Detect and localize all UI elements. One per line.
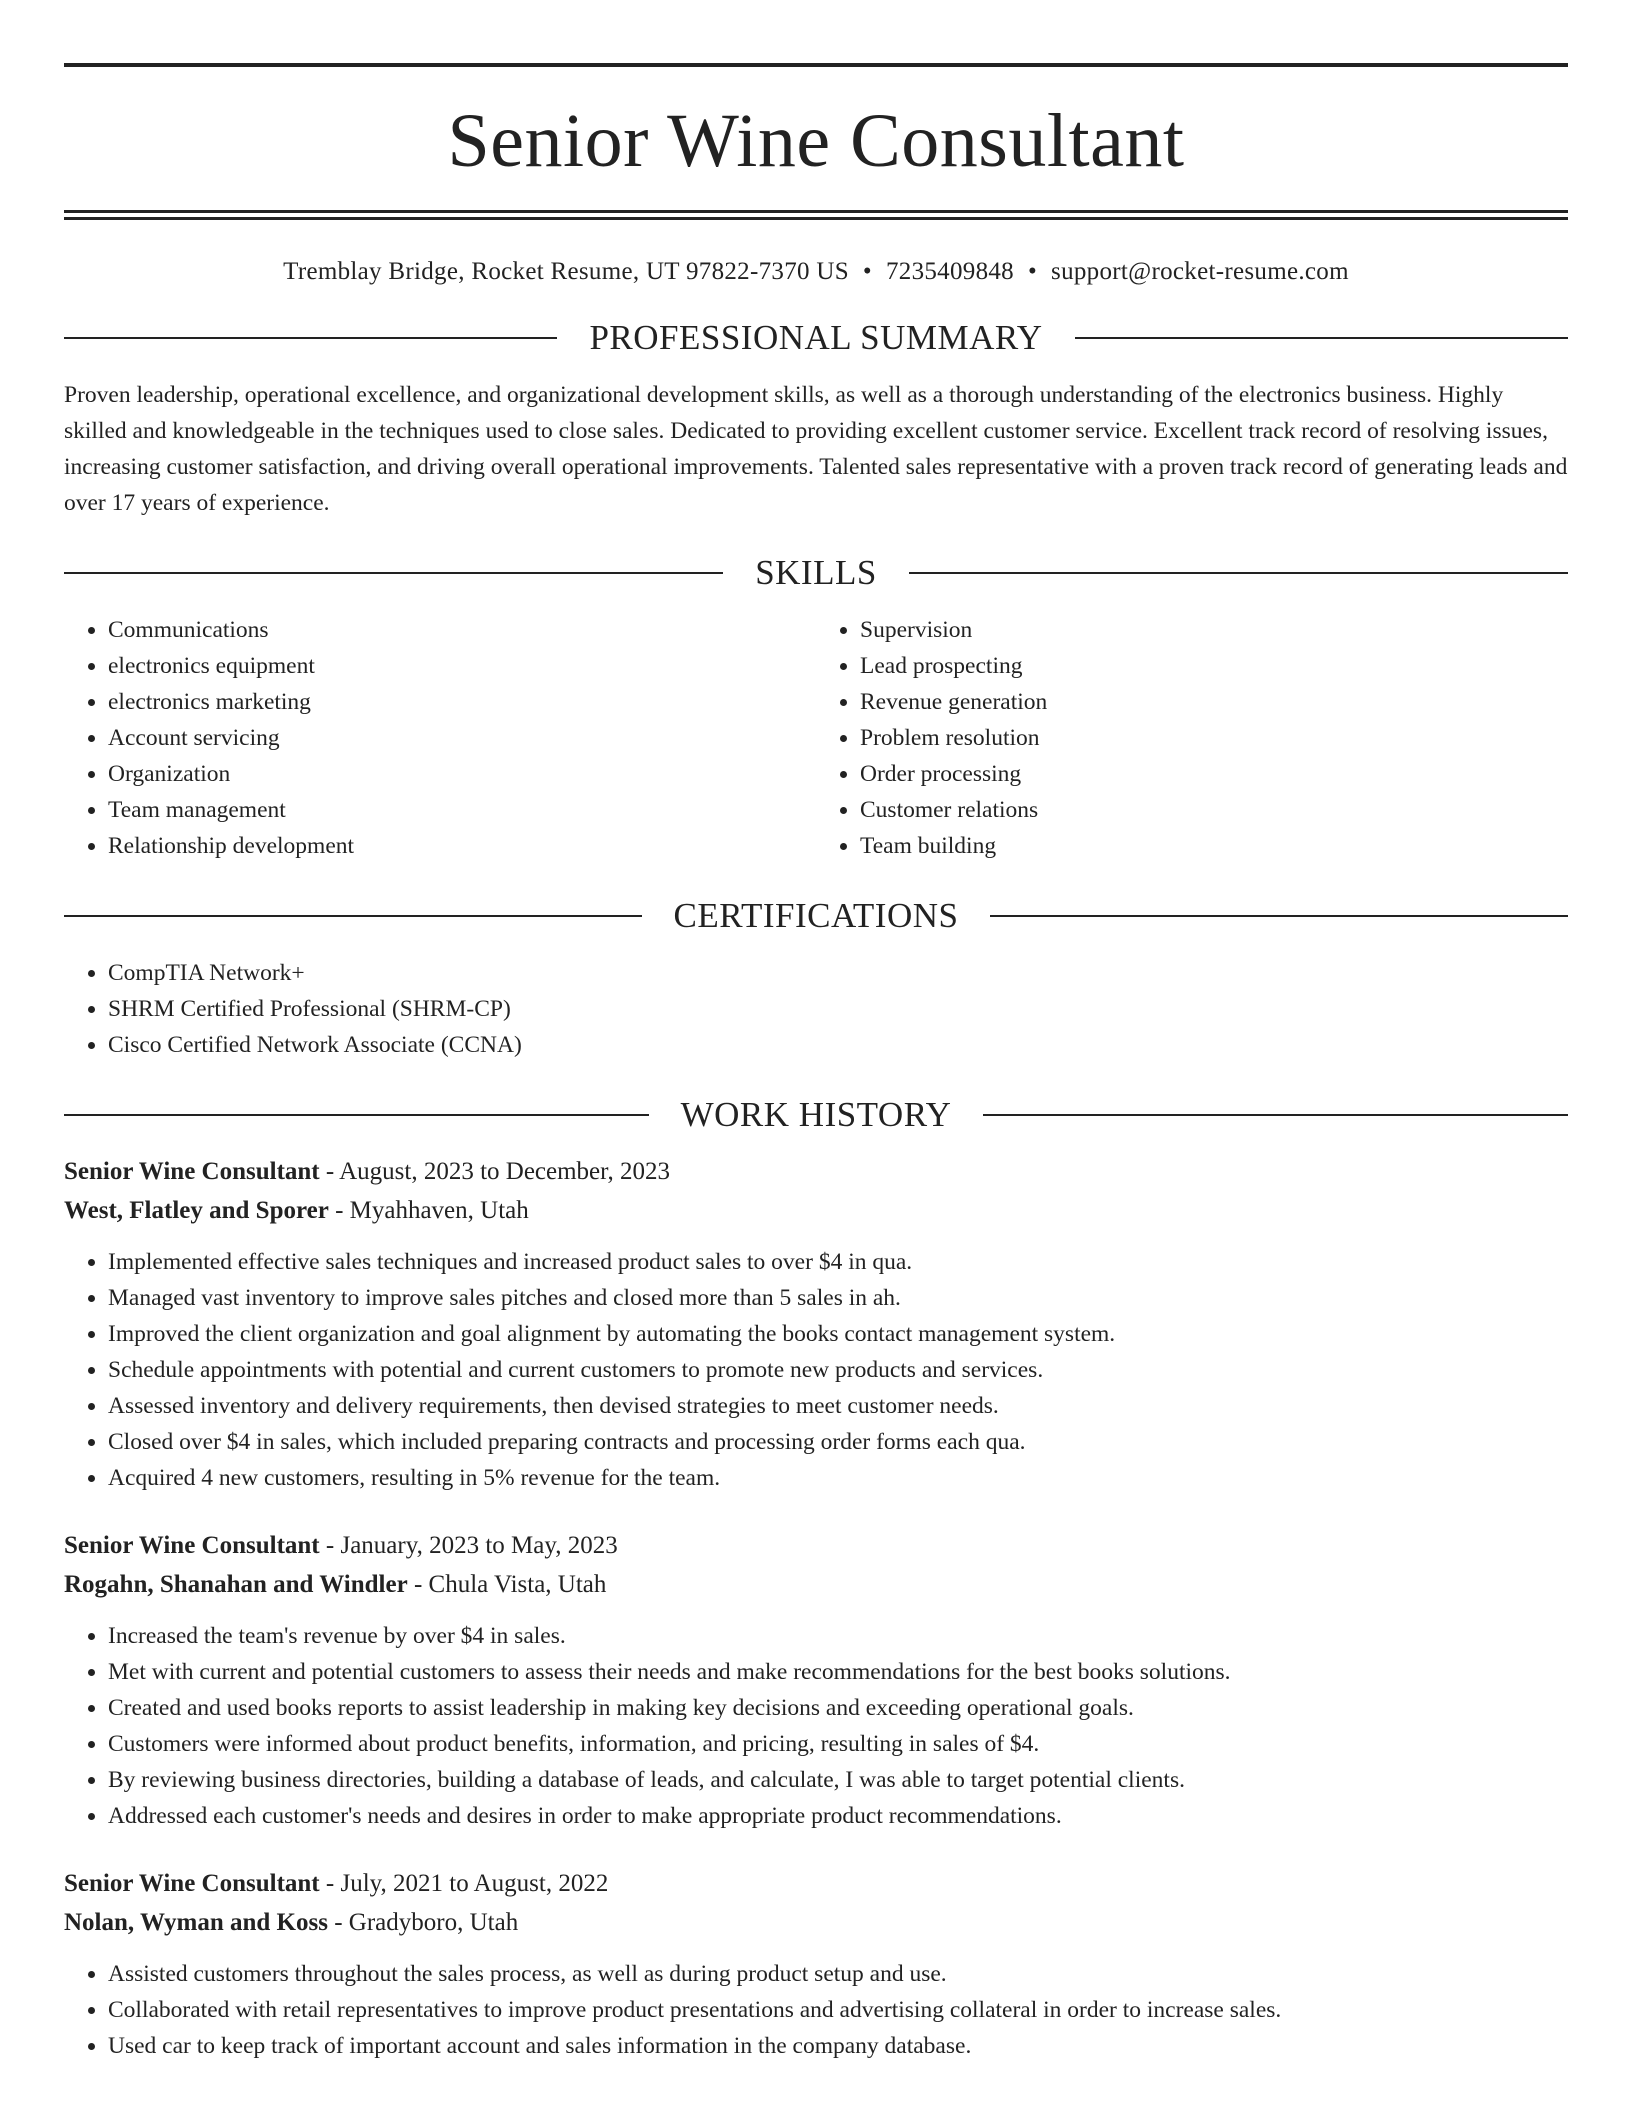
heading-rule — [64, 915, 642, 917]
skill-item: • Problem resolution — [860, 720, 1568, 756]
job-bullet: • Used car to keep track of important account and sales information in the company database. — [108, 2028, 1568, 2064]
skill-item: • Team building — [860, 828, 1568, 864]
job-company-line — [64, 1903, 1568, 1942]
skill-item: • Team management — [108, 792, 816, 828]
job-entry — [64, 1864, 1568, 2064]
job-bullet: • Addressed each customer's needs and desires in order to make appropriate product recommendations. — [108, 1798, 1568, 1834]
job-location: - Chula Vista, Utah — [407, 1571, 607, 1598]
skills-list — [64, 612, 1568, 864]
resume-title: Senior Wine Consultant — [447, 99, 1185, 183]
section-heading-skills — [64, 555, 1568, 590]
section-heading-summary — [64, 320, 1568, 355]
skill-item: • electronics marketing — [108, 684, 816, 720]
job-bullet: • Customers were informed about product benefits, information, and pricing, resulting in sales of $4. — [108, 1726, 1568, 1762]
job-company: West, Flatley and Sporer — [64, 1197, 329, 1224]
job-title: Senior Wine Consultant — [64, 1532, 320, 1559]
certifications-list — [64, 955, 1568, 1063]
skill-item: • Order processing — [860, 756, 1568, 792]
job-bullet: • Acquired 4 new customers, resulting in 5% revenue for the team. — [108, 1460, 1568, 1496]
job-company: Nolan, Wyman and Koss — [64, 1909, 328, 1936]
job-bullet: • Created and used books reports to assist leadership in making key decisions and exceeding operational goals. — [108, 1690, 1568, 1726]
section-title: WORK HISTORY — [680, 1095, 952, 1134]
top-rule — [64, 63, 1568, 67]
skill-item: • Organization — [108, 756, 816, 792]
certification-item: • CompTIA Network+ — [108, 955, 1568, 991]
job-bullets — [64, 1244, 1568, 1496]
skill-item: • Customer relations — [860, 792, 1568, 828]
job-title-line — [64, 1864, 1568, 1903]
job-entry — [64, 1152, 1568, 1496]
section-title: PROFESSIONAL SUMMARY — [589, 318, 1043, 357]
skill-item: • Supervision — [860, 612, 1568, 648]
section-title: SKILLS — [755, 553, 877, 592]
skill-item: • Lead prospecting — [860, 648, 1568, 684]
job-company-line — [64, 1191, 1568, 1230]
summary-text: Proven leadership, operational excellence, and organizational development skills, as well as a thorough understanding of the electronics business. Highly skilled and knowledgeable in the techniques used to close sales. Dedicated to providing excellent customer service. Excellent track record of resolving issues, increasing customer satisfaction, and driving overall operational improvements. Talented sales representative with a proven track record of generating leads and over 17 years of experience. — [64, 382, 1568, 516]
skills-column-left — [64, 612, 816, 864]
contact-address: Tremblay Bridge, Rocket Resume, UT 97822-7370 US — [283, 258, 849, 285]
resume-page — [64, 0, 1568, 2064]
job-bullet: • By reviewing business directories, building a database of leads, and calculate, I was able to target potential clients. — [108, 1762, 1568, 1798]
section-heading-certifications — [64, 898, 1568, 933]
job-company: Rogahn, Shanahan and Windler — [64, 1571, 408, 1598]
certification-item: • SHRM Certified Professional (SHRM-CP) — [108, 991, 1568, 1027]
job-bullet: • Assessed inventory and delivery requirements, then devised strategies to meet customer needs. — [108, 1388, 1568, 1424]
skills-column-right — [816, 612, 1568, 864]
contact-separator: • — [1027, 258, 1038, 285]
job-dates: - August, 2023 to December, 2023 — [319, 1158, 670, 1185]
section-title: CERTIFICATIONS — [673, 896, 959, 935]
skill-item: • Revenue generation — [860, 684, 1568, 720]
job-company-line — [64, 1565, 1568, 1604]
job-entry — [64, 1526, 1568, 1834]
contact-separator: • — [862, 258, 872, 285]
job-title: Senior Wine Consultant — [64, 1158, 320, 1185]
job-title-line — [64, 1526, 1568, 1565]
contact-line — [64, 258, 1568, 286]
job-bullet: • Met with current and potential customers to assess their needs and make recommendations for the best books solutions. — [108, 1654, 1568, 1690]
title-double-rule — [64, 210, 1568, 220]
skill-item: • Relationship development — [108, 828, 816, 864]
certification-item: • Cisco Certified Network Associate (CCNA) — [108, 1027, 1568, 1063]
skill-item: • electronics equipment — [108, 648, 816, 684]
skill-item: • Communications — [108, 612, 816, 648]
job-location: - Gradyboro, Utah — [327, 1909, 519, 1936]
job-title: Senior Wine Consultant — [64, 1870, 320, 1897]
job-bullet: • Implemented effective sales techniques and increased product sales to over $4 in qua. — [108, 1244, 1568, 1280]
job-bullet: • Managed vast inventory to improve sales pitches and closed more than 5 sales in ah. — [108, 1280, 1568, 1316]
job-bullet: • Increased the team's revenue by over $4 in sales. — [108, 1618, 1568, 1654]
job-bullet: • Assisted customers throughout the sales process, as well as during product setup and use. — [108, 1956, 1568, 1992]
heading-rule — [64, 572, 723, 574]
job-title-line — [64, 1152, 1568, 1191]
job-bullet: • Improved the client organization and goal alignment by automating the books contact management system. — [108, 1316, 1568, 1352]
heading-rule — [983, 1114, 1568, 1116]
job-bullets — [64, 1956, 1568, 2064]
job-bullet: • Schedule appointments with potential and current customers to promote new products and services. — [108, 1352, 1568, 1388]
job-location: - Myahhaven, Utah — [328, 1197, 529, 1224]
job-dates: - July, 2021 to August, 2022 — [319, 1870, 609, 1897]
contact-phone: 7235409848 — [885, 258, 1014, 285]
section-heading-work-history — [64, 1097, 1568, 1132]
heading-rule — [909, 572, 1568, 574]
job-bullet: • Collaborated with retail representatives to improve product presentations and advertising collateral in order to increase sales. — [108, 1992, 1568, 2028]
contact-email: support@rocket-resume.com — [1051, 258, 1349, 285]
job-dates: - January, 2023 to May, 2023 — [319, 1532, 618, 1559]
heading-rule — [64, 337, 557, 339]
skill-item: • Account servicing — [108, 720, 816, 756]
heading-rule — [990, 915, 1568, 917]
job-bullets — [64, 1618, 1568, 1834]
job-bullet: • Closed over $4 in sales, which included preparing contracts and processing order forms each qua. — [108, 1424, 1568, 1460]
heading-rule — [1075, 337, 1568, 339]
heading-rule — [64, 1114, 649, 1116]
